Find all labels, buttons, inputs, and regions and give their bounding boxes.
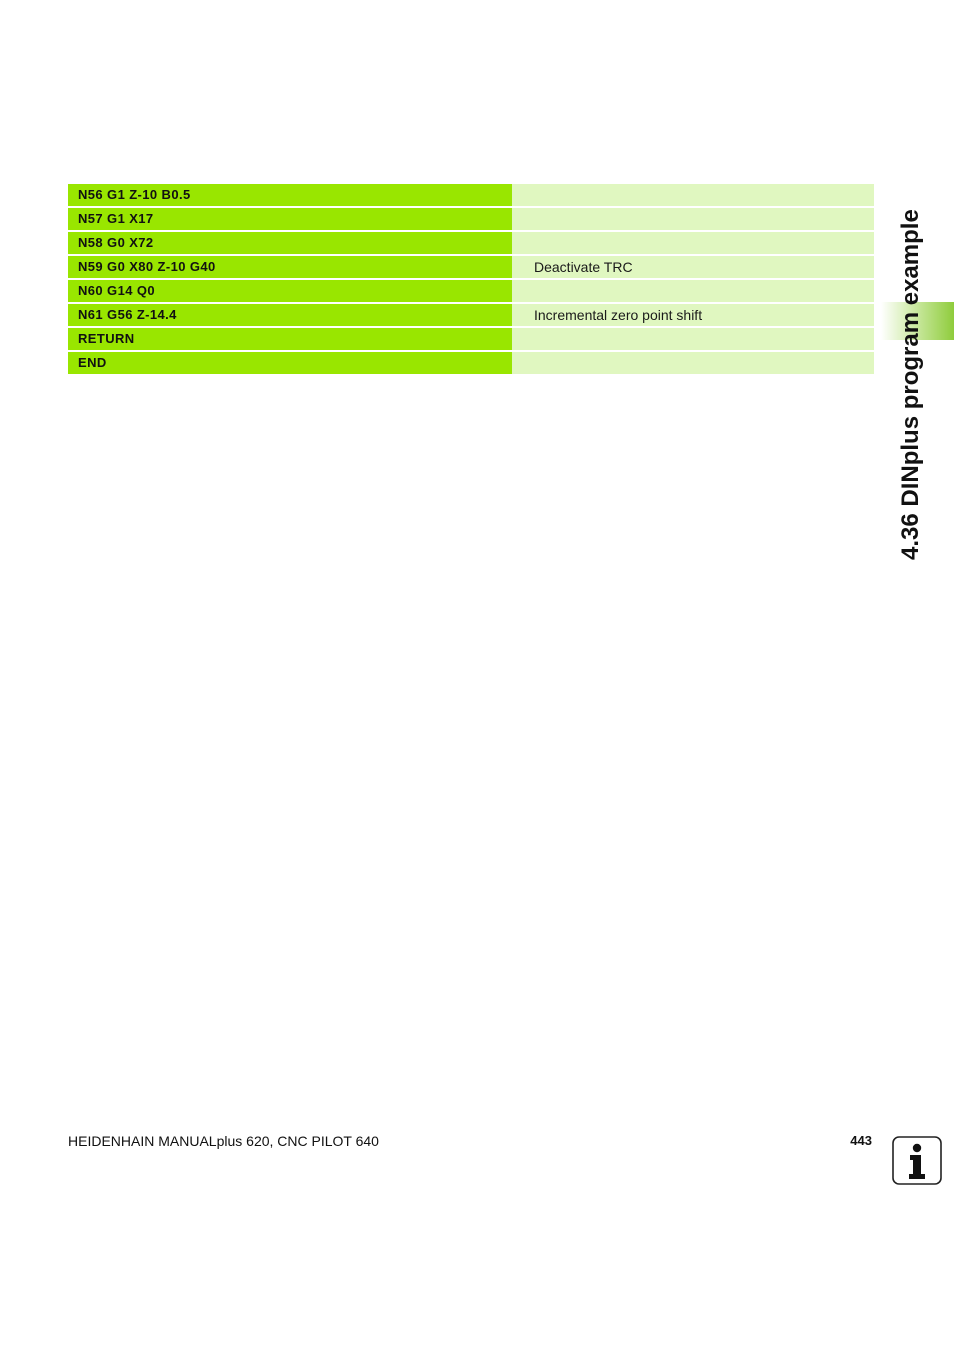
table-row xyxy=(68,256,874,278)
comment-cell xyxy=(512,352,874,374)
table-row xyxy=(68,304,874,326)
table-row xyxy=(68,328,874,350)
table-row xyxy=(68,280,874,302)
code-cell: N58 G0 X72 xyxy=(68,232,512,254)
table-row xyxy=(68,232,874,254)
comment-cell xyxy=(512,280,874,302)
table-row xyxy=(68,352,874,374)
page-number: 443 xyxy=(850,1133,872,1148)
section-title: 4.36 DINplus program example xyxy=(897,209,924,560)
code-cell: END xyxy=(68,352,512,374)
table-row xyxy=(68,208,874,230)
code-cell: RETURN xyxy=(68,328,512,350)
comment-cell xyxy=(512,232,874,254)
code-cell: N57 G1 X17 xyxy=(68,208,512,230)
table-row xyxy=(68,184,874,206)
footer-text: HEIDENHAIN MANUALplus 620, CNC PILOT 640 xyxy=(68,1133,379,1149)
code-cell: N59 G0 X80 Z-10 G40 xyxy=(68,256,512,278)
program-table xyxy=(68,184,874,376)
code-cell: N56 G1 Z-10 B0.5 xyxy=(68,184,512,206)
comment-cell xyxy=(512,208,874,230)
code-cell: N60 G14 Q0 xyxy=(68,280,512,302)
code-cell: N61 G56 Z-14.4 xyxy=(68,304,512,326)
comment-cell xyxy=(512,328,874,350)
comment-cell xyxy=(512,184,874,206)
info-icon[interactable] xyxy=(892,1136,942,1185)
comment-cell: Deactivate TRC xyxy=(512,256,874,278)
comment-cell: Incremental zero point shift xyxy=(512,304,874,326)
